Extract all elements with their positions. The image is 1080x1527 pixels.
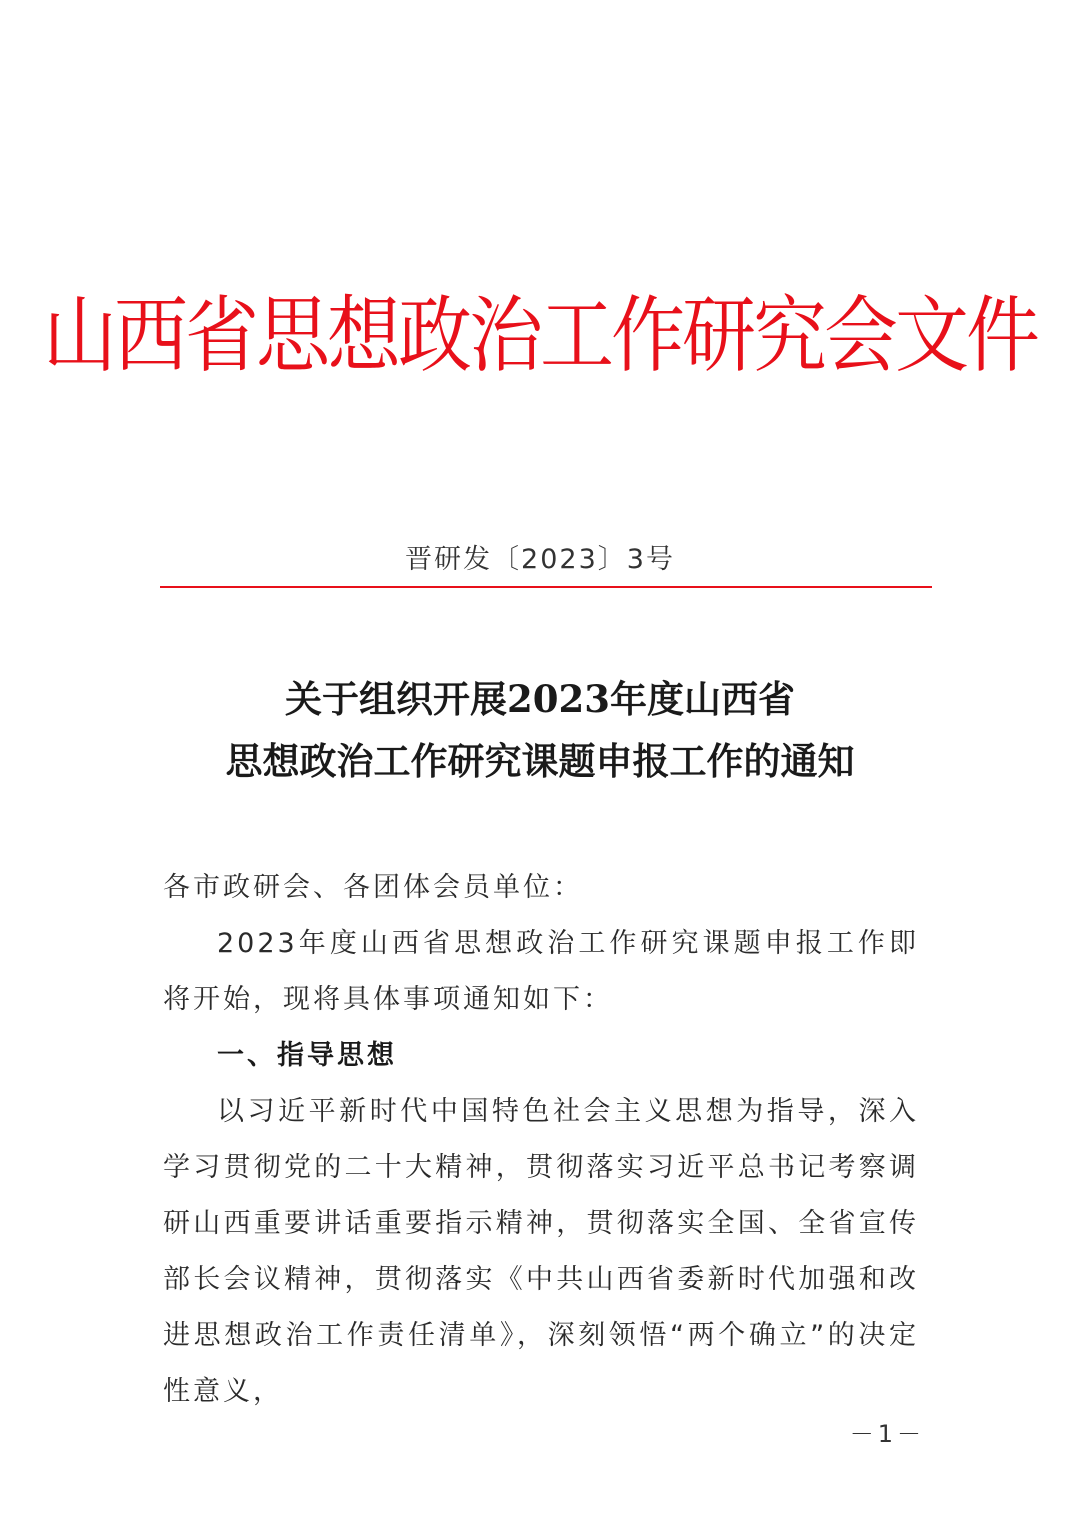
salutation: 各市政研会、各团体会员单位： (163, 872, 583, 903)
notice-title (0, 668, 1080, 792)
section-heading-guiding-thought: 一、指导思想 (217, 1040, 397, 1071)
notice-title-line-2: 思想政治工作研究课题申报工作的通知 (225, 739, 855, 783)
document-body (163, 860, 919, 1420)
masthead-title: 山西省思想政治工作研究会文件 (43, 287, 1037, 385)
red-divider-line (160, 586, 932, 588)
intro-paragraph: 2023年度山西省思想政治工作研究课题申报工作即将开始，现将具体事项通知如下： (163, 928, 919, 1015)
page-number: －1－ (849, 1420, 925, 1448)
notice-title-line-1: 关于组织开展2023年度山西省 (285, 677, 795, 721)
section-paragraph-guiding-thought: 以习近平新时代中国特色社会主义思想为指导，深入学习贯彻党的二十大精神，贯彻落实习近平总书记考察调研山西重要讲话重要指示精神，贯彻落实全国、全省宣传部长会议精神，贯彻落实《中共山西省委新时代加强和改进思想政治工作责任清单》，深刻领悟“两个确立”的决定性意义， (163, 1096, 919, 1407)
document-number: 晋研发〔2023〕3号 (405, 544, 675, 575)
